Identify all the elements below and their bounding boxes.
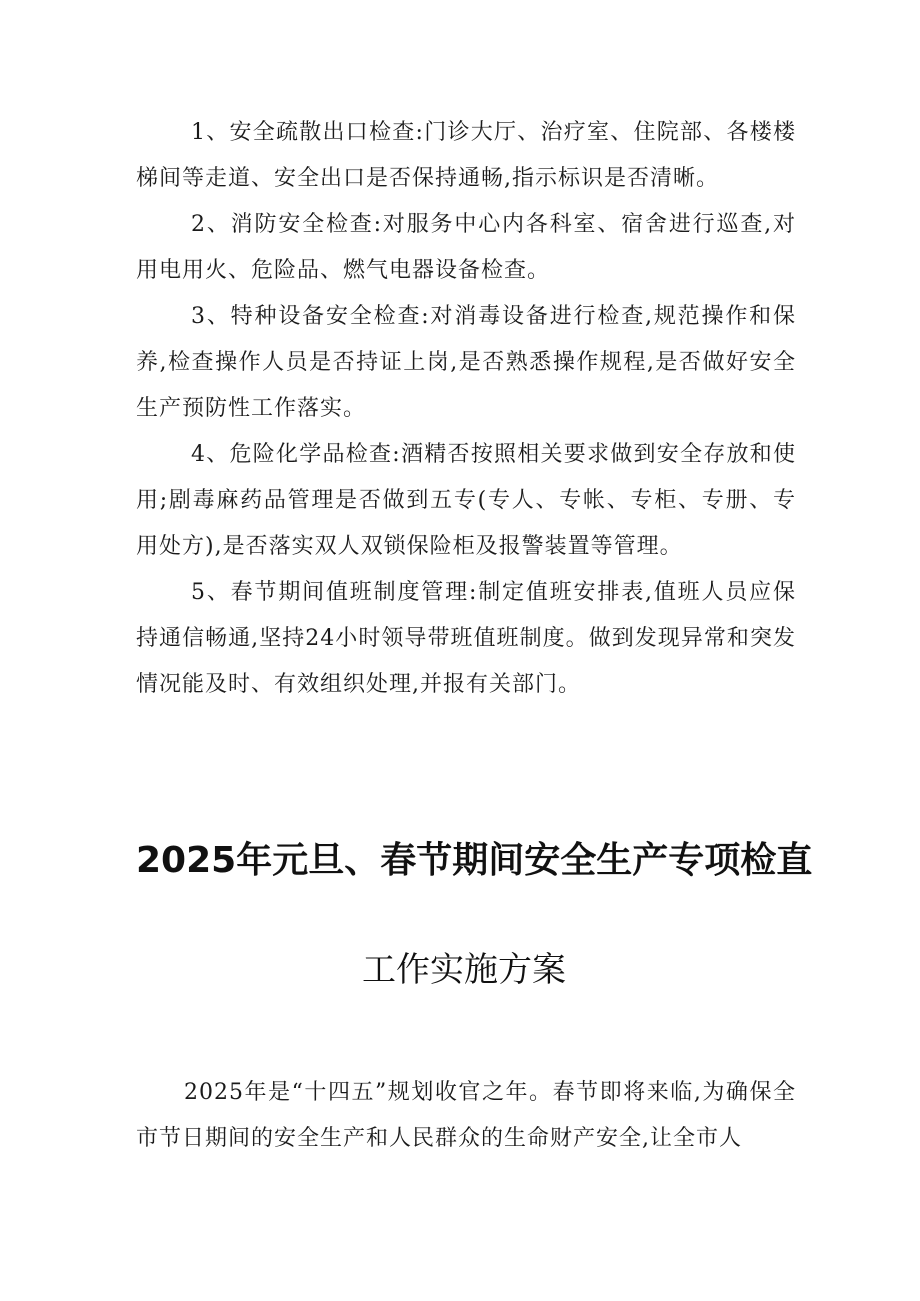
document-title-line1: 2025年元旦、春节期间安全生产专项检直: [136, 840, 813, 881]
list-item: 1、安全疏散出口检查:门诊大厅、治疗室、住院部、各楼楼梯间等走道、安全出口是否保持通畅,指示标识是否清晰。: [136, 120, 796, 191]
intro-paragraph: 2025年是“十四五”规划收官之年。春节即将来临,为确保全市节日期间的安全生产和人民群众的生命财产安全,让全市人: [136, 1080, 796, 1151]
list-item: 4、危险化学品检查:酒精否按照相关要求做到安全存放和使用;剧毒麻药品管理是否做到五专(专人、专帐、专柜、专册、专用处方),是否落实双人双锁保险柜及报警装置等管理。: [136, 442, 796, 559]
list-item: 2、消防安全检查:对服务中心内各科室、宿舍进行巡查,对用电用火、危险品、燃气电器设备检查。: [136, 212, 796, 283]
list-item: 5、春节期间值班制度管理:制定值班安排表,值班人员应保持通信畅通,坚持24小时领导带班值班制度。做到发现异常和突发情况能及时、有效组织处理,并报有关部门。: [136, 580, 796, 697]
inspection-list: [136, 110, 796, 708]
list-item: 3、特种设备安全检查:对消毒设备进行检查,规范操作和保养,检查操作人员是否持证上岗,是否熟悉操作规程,是否做好安全生产预防性工作落实。: [136, 304, 796, 421]
document-title-line2: 工作实施方案: [362, 950, 566, 990]
